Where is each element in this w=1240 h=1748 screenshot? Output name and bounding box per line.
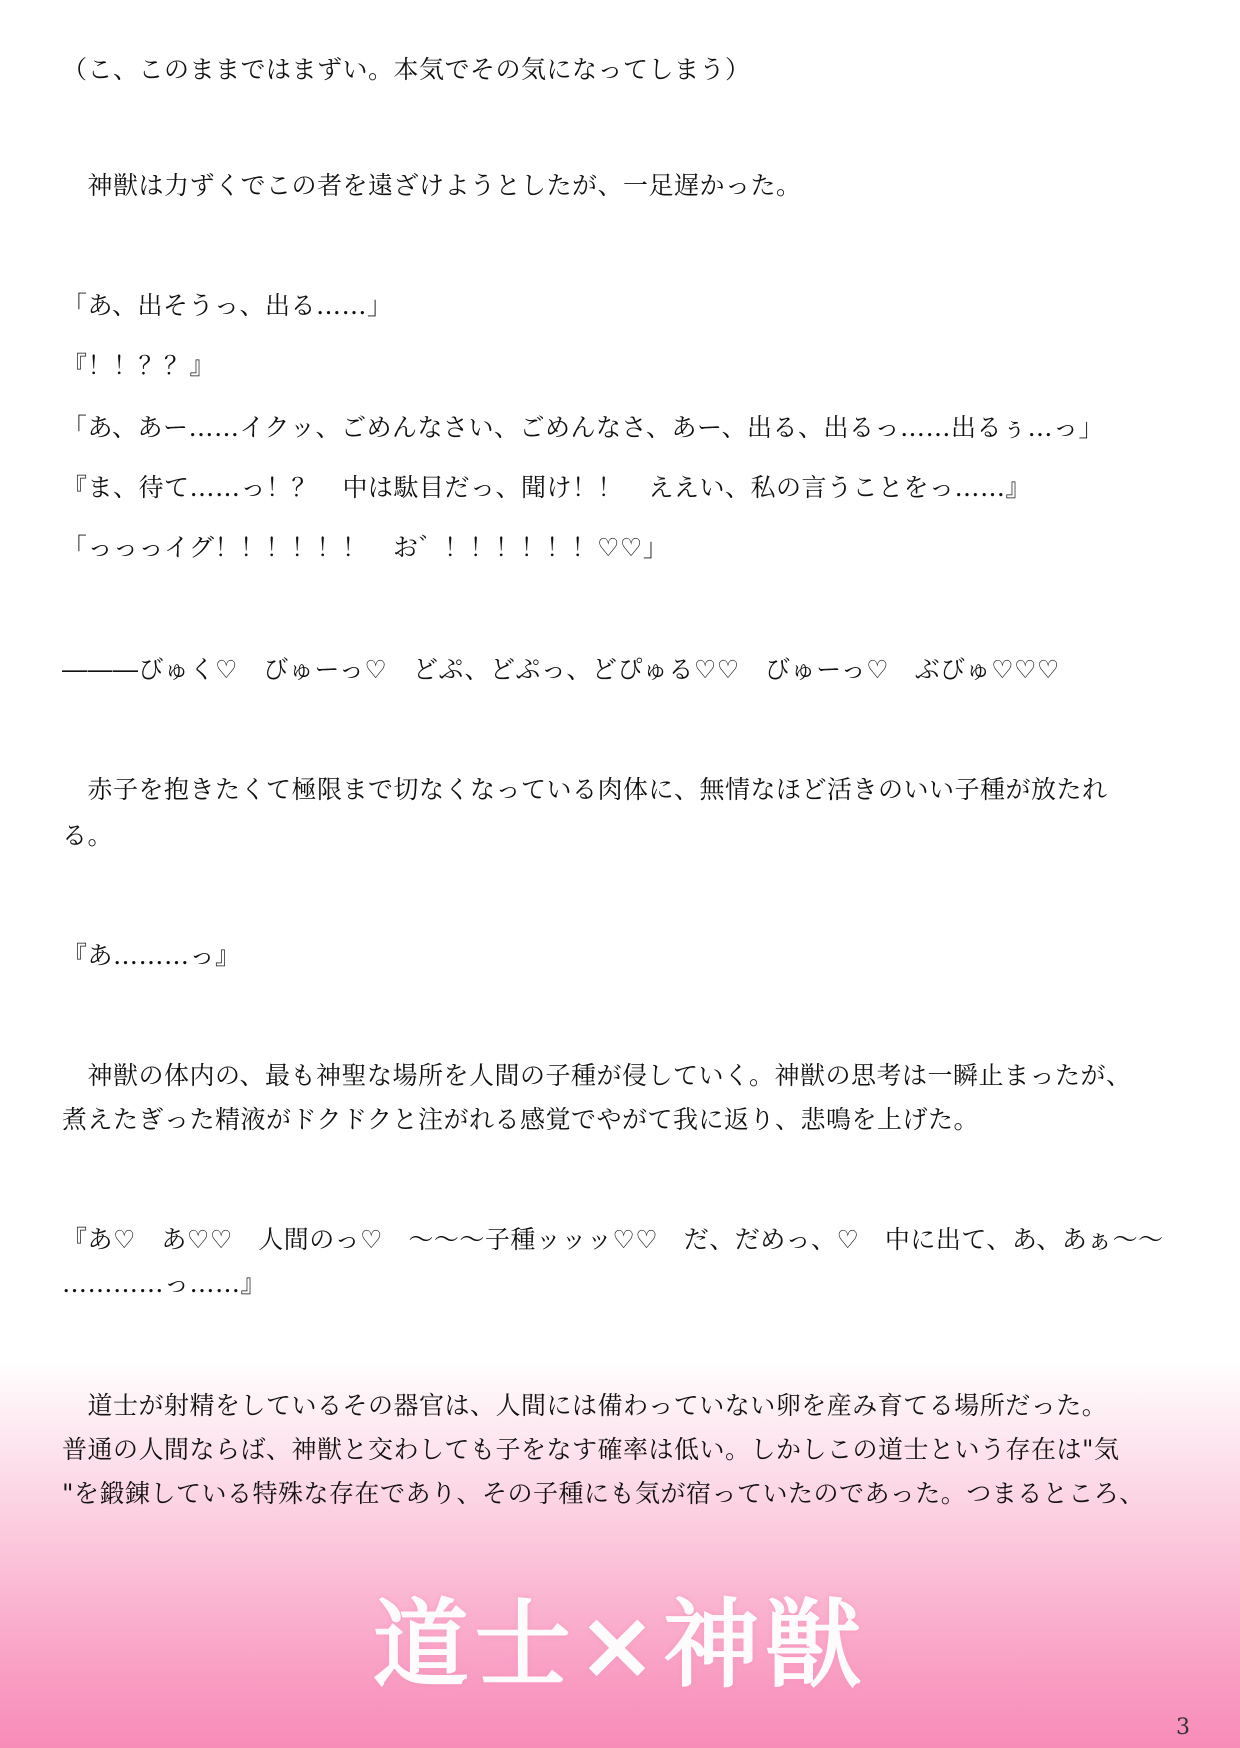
text-line: 赤子を抱きたくて極限まで切なくなっている肉体に、無情なほど活きのいい子種が放たれ (62, 775, 1108, 804)
text-line: 『！！？？』 (62, 351, 216, 380)
text-line: 道士が射精をしているその器官は、人間には備わっていない卵を産み育てる場所だった。 (62, 1391, 1108, 1420)
text-line: 神獣は力ずくでこの者を遠ざけようとしたが、一足遅かった。 (62, 171, 802, 200)
text-line: 煮えたぎった精液がドクドクと注がれる感覚でやがて我に返り、悲鳴を上げた。 (62, 1105, 980, 1134)
text-line: 「っっっイグ！！！！！！ お゛！！！！！！♡♡」 (62, 533, 669, 562)
text-line: ―――びゅく♡ びゅーっ♡ どぷ、どぷっ、どぴゅる♡♡ びゅーっ♡ ぶびゅ♡♡♡ (62, 655, 1060, 684)
text-line: 『ま、待て……っ！？ 中は駄目だっ、聞け！！ ええい、私の言うことをっ……』 (62, 473, 1032, 502)
text-line: 神獣の体内の、最も神聖な場所を人間の子種が侵していく。神獣の思考は一瞬止まったが、 (62, 1061, 1132, 1090)
text-line: 「あ、あー……イクッ、ごめんなさい、ごめんなさ、あー、出る、出るっ……出るぅ…っ」 (62, 413, 1105, 442)
text-line: る。 (62, 821, 114, 850)
text-line: 『あ♡ あ♡♡ 人間のっ♡ ～～～子種ッッッ♡♡ だ、だめっ、♡ 中に出て、あ、あぁ～～ (62, 1225, 1164, 1254)
text-line: 『あ………っ』 (62, 941, 241, 970)
text-line: …………っ……』 (62, 1269, 267, 1298)
page-number: 3 (1176, 1715, 1190, 1740)
text-line: "を鍛錬している特殊な存在であり、その子種にも気が宿っていたのであった。つまるところ、 (62, 1479, 1145, 1508)
text-line: （こ、このままではまずい。本気でその気になってしまう） (62, 55, 751, 84)
text-line: 「あ、出そうっ、出る……」 (62, 291, 393, 320)
title-watermark: 道士×神獣 (372, 1589, 868, 1701)
text-line: 普通の人間ならば、神獣と交わしても子をなす確率は低い。しかしこの道士という存在は"気 (62, 1435, 1120, 1464)
